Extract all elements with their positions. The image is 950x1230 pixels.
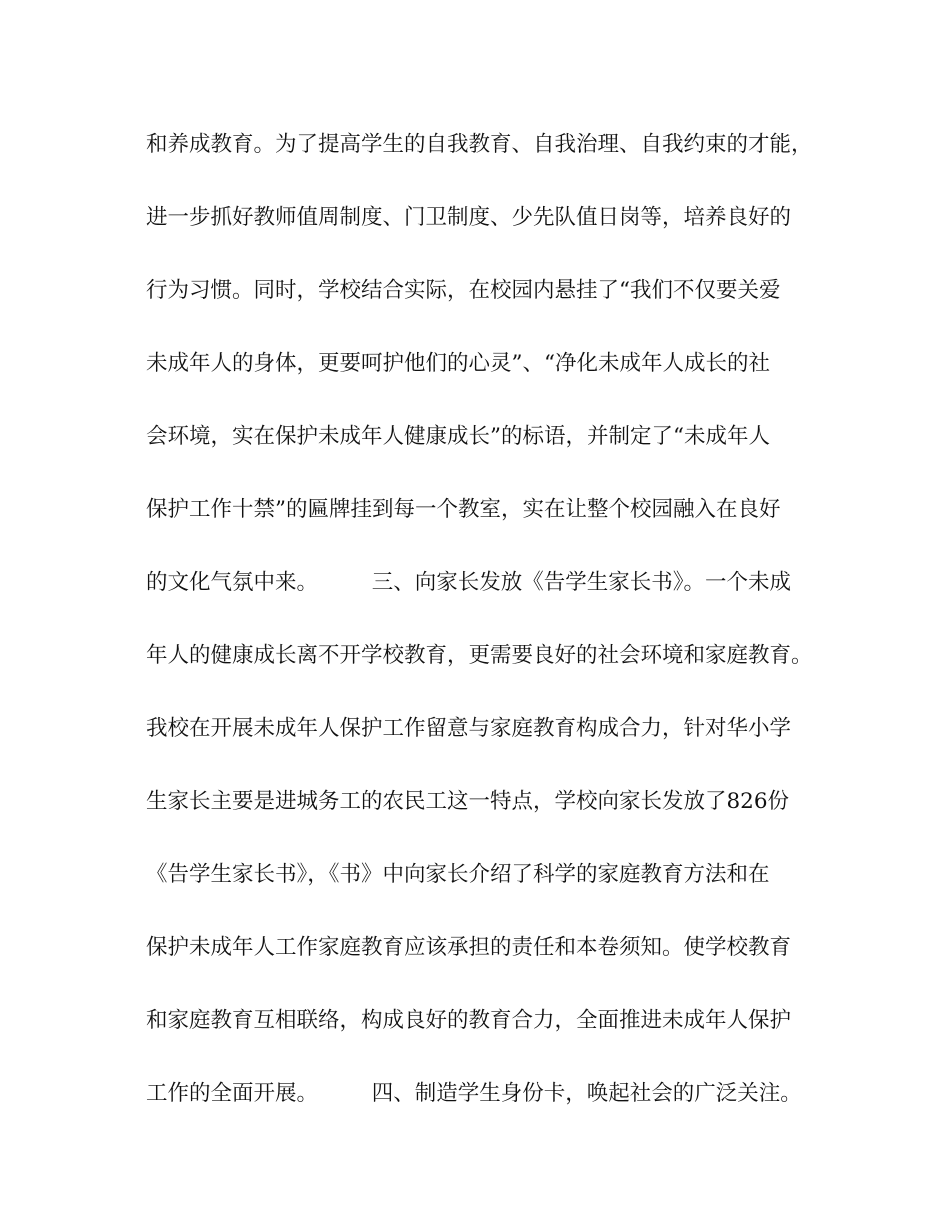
text-line: 会环境，实在保护未成年人健康成长”的标语，并制定了“未成年人 [146,424,770,449]
text-line: 保护未成年人工作家庭教育应该承担的责任和本卷须知。使学校教育 [146,935,792,960]
text-line: 工作的全面开展。 四、制造学生身份卡，唤起社会的广泛关注。 [146,1081,802,1106]
text-line: 我校在开展未成年人保护工作留意与家庭教育构成合力，针对华小学 [146,716,792,741]
text-line: 保护工作十禁”的匾牌挂到每一个教室，实在让整个校园融入在良好 [146,497,781,522]
body-paragraph [146,126,826,1148]
text-line: 《告学生家长书》，《书》中向家长介绍了科学的家庭教育方法和在 [146,862,770,887]
text-line: 年人的健康成长离不开学校教育，更需要良好的社会环境和家庭教育。 [146,643,813,668]
text-line: 和养成教育。为了提高学生的自我教育、自我治理、自我约束的才能， [146,132,813,157]
text-line: 进一步抓好教师值周制度、门卫制度、少先队值日岗等，培养良好的 [146,205,792,230]
text-line: 的文化气氛中来。 三、向家长发放《告学生家长书》。一个未成 [146,570,792,595]
text-line: 和家庭教育互相联络，构成良好的教育合力，全面推进未成年人保护 [146,1008,792,1033]
text-line: 未成年人的身体，更要呵护他们的心灵”、“净化未成年人成长的社 [146,351,770,376]
text-line: 生家长主要是进城务工的农民工这一特点，学校向家长发放了826份 [146,789,790,814]
text-line: 行为习惯。同时，学校结合实际，在校园内悬挂了“我们不仅要关爱 [146,278,781,303]
